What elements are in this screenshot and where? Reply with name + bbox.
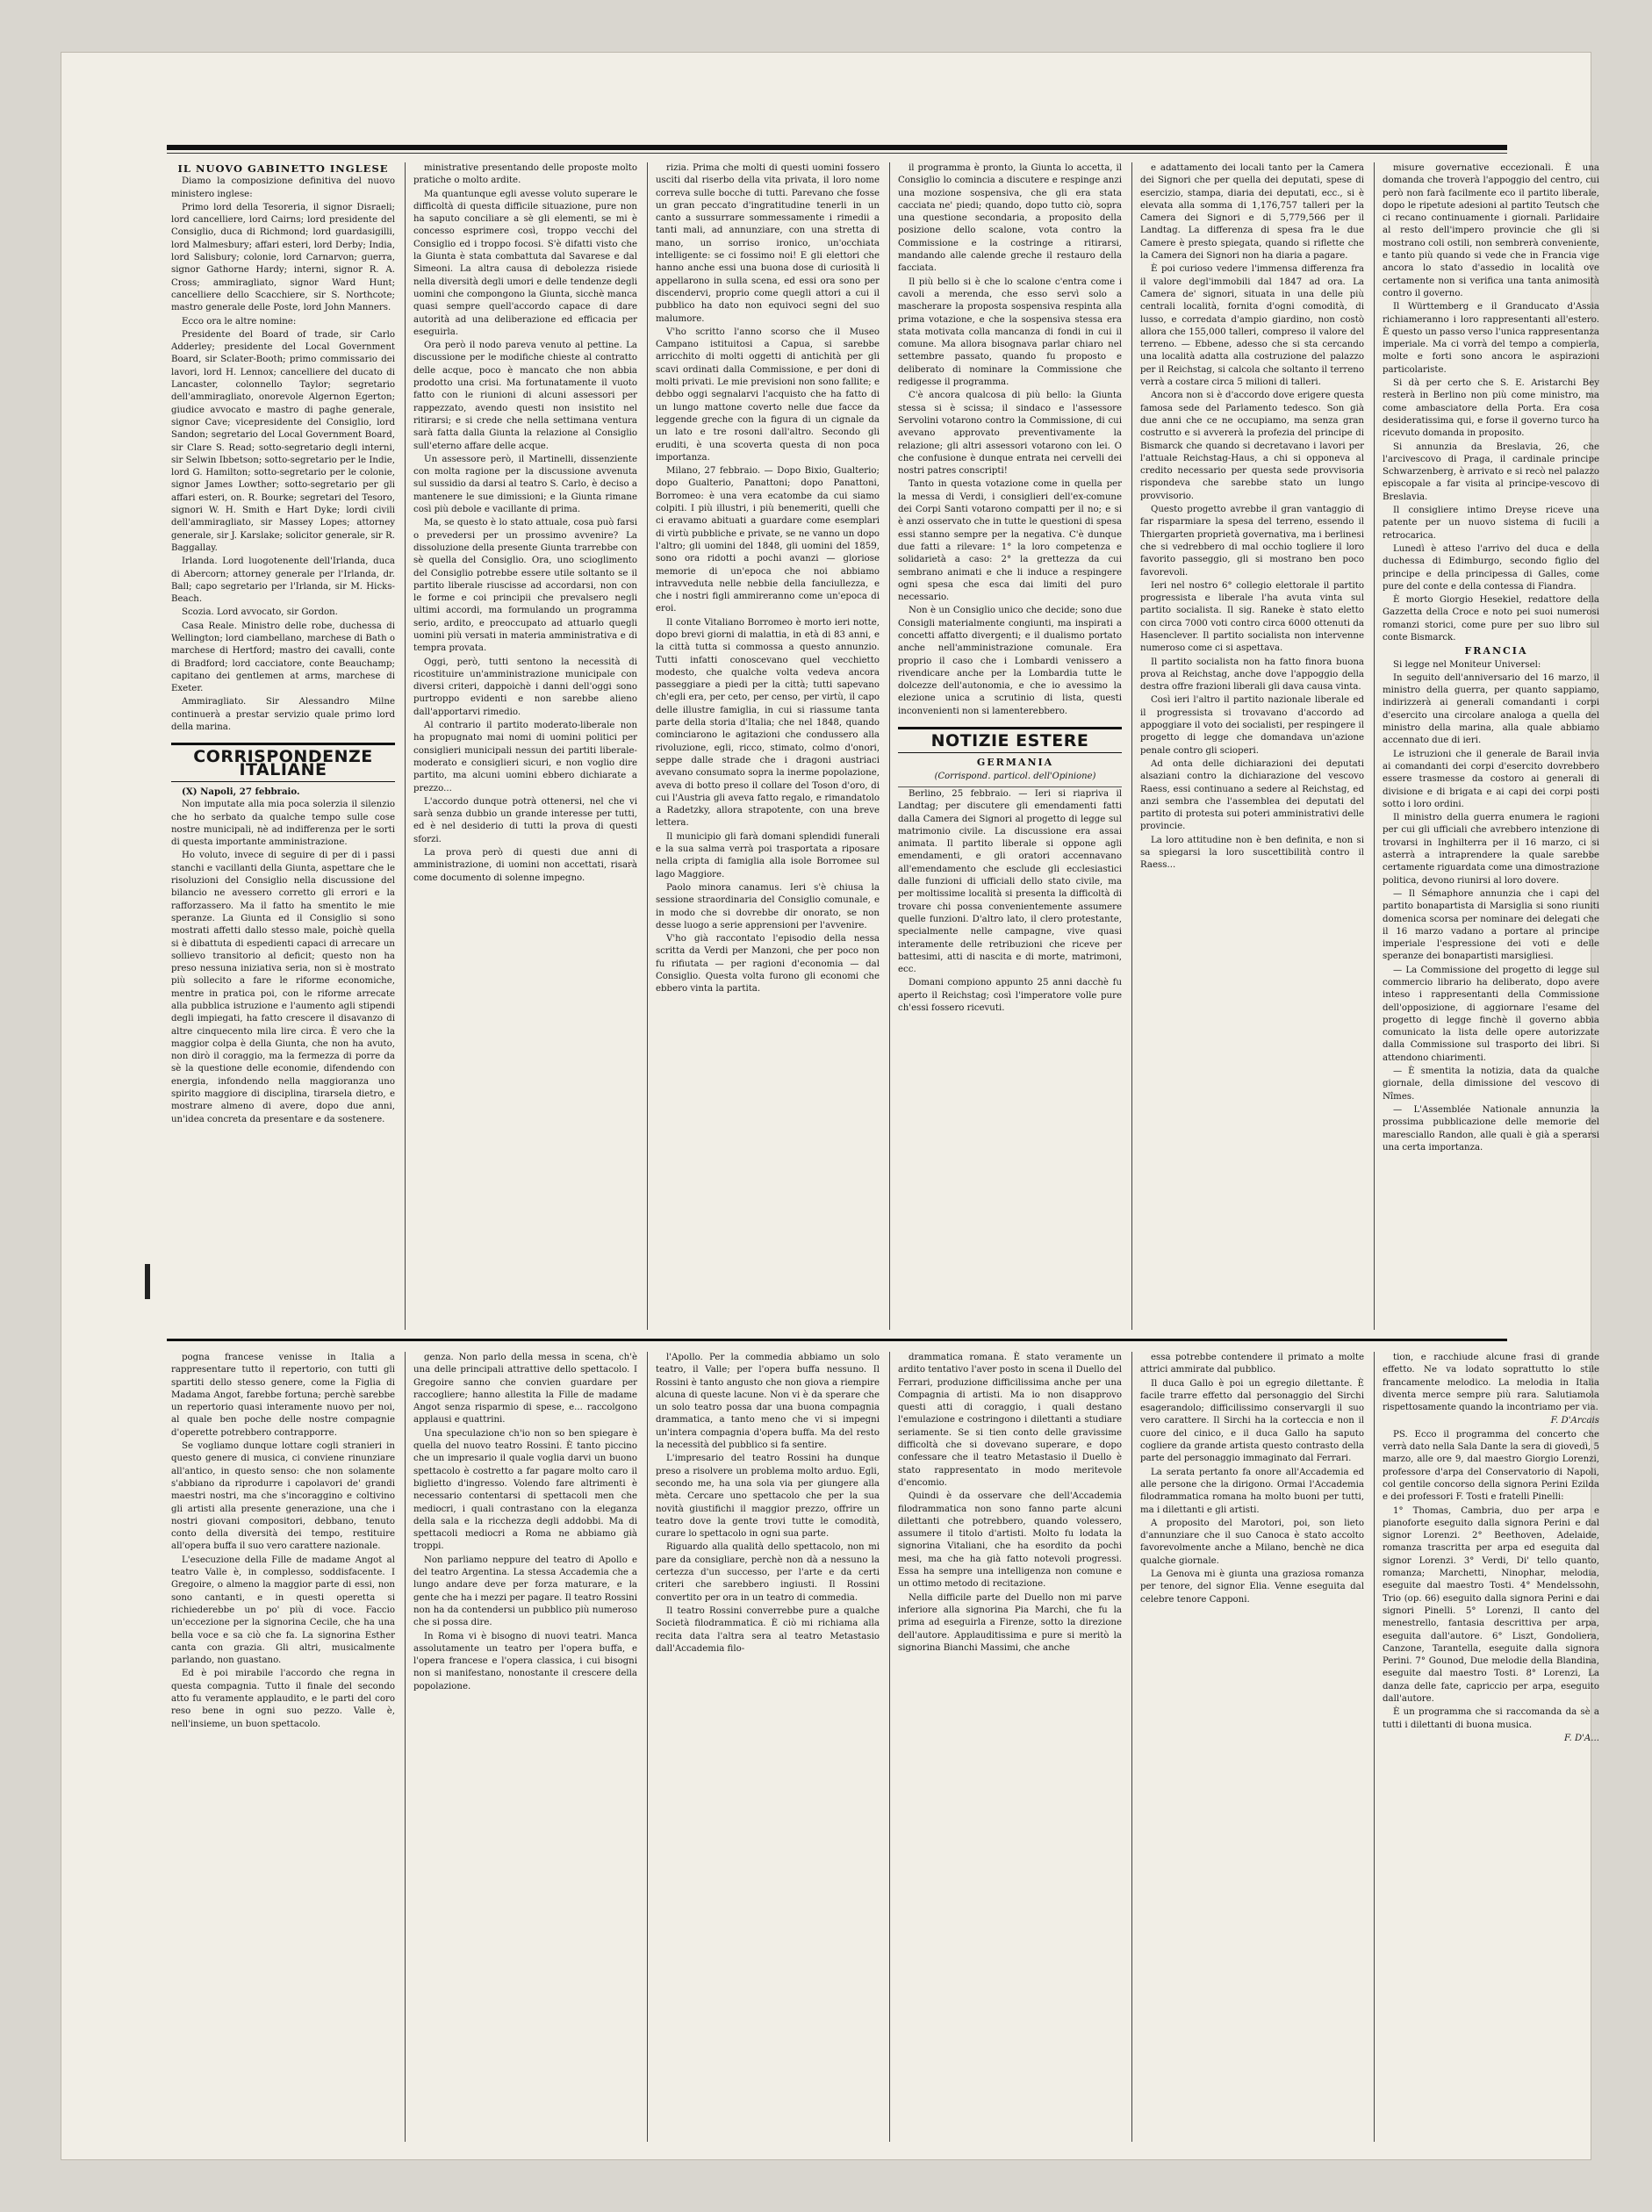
paragraph: La loro attitudine non è ben definita, e non si sa spiegarsi la loro suscettibilità contro il Raess... [1140, 835, 1364, 871]
paragraph: 1° Thomas, Cambria, duo per arpa e pianoforte eseguito dalla signora Perini e dal signor Lorenzi. 2° Beethoven, Adelaide, romanza trascritta per arpa ed eseguita dal signor Lorenzi. 3° Verdi, Di' tello quanto, romanza; Marchetti, Ninophar, melodia, eseguite dal maestro Tosti. 4° Mendelssohn, Trio (op. 66) eseguito dalla signora Perini e dai signori Pinelli. 5° Lorenzi, Il canto del menestrello, fantasia descrittiva per arpa, eseguita dall'autore. 6° Liszt, Gondoliera, Canzone, Tarantella, eseguite dalla signora Perini. 7° Gounod, Due melodie della Blandina, eseguite dal maestro Tosti. 8° Lorenzi, La danza delle fate, capriccio per arpa, eseguito dall'autore. [1383, 1505, 1599, 1705]
subheading-francia: FRANCIA [1464, 645, 1528, 657]
paragraph: Così ieri l'altro il partito nazionale liberale ed il progressista si trovavano d'accordo ad appoggiare il voto dei socialisti, per respingere il progetto di legge che domandava un'azione penale contro gli scioperi. [1140, 695, 1364, 756]
paragraph: L'accordo dunque potrà ottenersi, nel che vi sarà senza dubbio un grande interesse per tutti, ed è nel desiderio di tutti la prova di questi sforzi. [413, 796, 637, 844]
paragraph: Ieri nel nostro 6° collegio elettorale il partito progressista e liberale l'ha avuta vinta sul partito socialista. Il sig. Raneke è stato eletto con circa 7000 voti contro circa 6000 ottenuti da Hasenclever. Il partito socialista non intervenne numeroso come ci si aspettava. [1140, 580, 1364, 654]
paragraph: — La Commissione del progetto di legge sul commercio librario ha deliberato, dopo avere inteso i rappresentanti della Commissione dell'opposizione, di aggiornare l'esame del progetto di legge finchè il governo abbia comunicato la lista delle opere autorizzate dalla Commissione sul trasporto dei libri. Si attendono chiarimenti. [1383, 965, 1599, 1063]
paragraph: Paolo minora canamus. Ieri s'è chiusa la sessione straordinaria del Consiglio comunale, e in modo che si dovrebbe dir onorato, se non desse luogo a serie apprensioni per l'avvenire. [656, 882, 880, 930]
paragraph: Ora però il nodo pareva venuto al pettine. La discussione per le modifiche chieste al contratto delle acque, poco è mancato che non abbia prodotto una crisi. Ma fortunatamente il vuoto fatto con le riunioni di alcuni assessori per rappezzato, avendo questi non insistito nel ritirarsi; e si crede che nella settimana ventura sarà fatta dalla Giunta la relazione al Consiglio sull'eterno affare delle acque. [413, 341, 637, 451]
paragraph: pogna francese venisse in Italia a rappresentare tutto il repertorio, con tutti gli spartiti dello stesso genere, come la Figlia di Madama Angot, farebbe fortuna; perchè sarebbe un repertorio quasi interamente nuovo per noi, al quale ben poche delle nostre compagnie d'operette potrebbero contrapporre. [171, 1353, 395, 1438]
newspaper-page [61, 53, 1599, 2159]
paragraph: Una speculazione ch'io non so ben spiegare è quella del nuovo teatro Rossini. È tanto piccino che un impresario il quale voglia darvi un buono spettacolo è costretto a far pagare molto caro il biglietto d'ingresso. Volendo fare altrimenti è necessario contentarsi di spettacoli men che mediocri, i quali contrastano con la eleganza della sala e la ricchezza degli addobbi. Ma di spettacoli mediocri a Roma ne abbiamo già troppi. [413, 1428, 637, 1552]
paragraph: Lunedì è atteso l'arrivo del duca e della duchessa di Edimburgo, secondo figlio del principe e della principessa di Galles, come pure del conte e della contessa di Fiandra. [1383, 543, 1599, 592]
paragraph: Presidente del Board of trade, sir Carlo Adderley; presidente del Local Government Board, sir Sclater-Booth; primo commissario dei lavori, lord H. Lennox; cancelliere del ducato di Lancaster, colonnello Taylor; segretario dell'ammiragliato, onorevole Algernon Egerton; giudice avvocato e mastro di paghe generale, signor Cave; vicepresidente del Consiglio, lord Sandon; segretario del Local Government Board, sir Clare S. Read; sotto-segretario degli interni, sir Selwin Ibbetson; sotto-segretario per le Indie, lord G. Hamilton; sotto-segretario per le colonie, signor James Lowther; sotto-segretario per gli affari esteri, on. R. Bourke; segretari del Tesoro, signori W. H. Smith e Hart Dyke; lordi civili dell'ammiragliato, sir Massey Lopes; attorney generale, sir J. Karslake; solicitor generale, sir R. Baggallay. [171, 329, 395, 553]
paragraph: L'esecuzione della Fille de madame Angot al teatro Valle è, in complesso, soddisfacente. I Gregoire, o almeno la maggior parte di essi, non sono cantanti, e in questi operetta si richiederebbe un po' più di voce. Faccio un'eccezione per la signorina Cecile, che ha una bella voce e sa ciò che fa. La signorina Esther canta con grazia. Gli altri, musicalmente parlando, non guastano. [171, 1555, 395, 1666]
lower-col3-paragraphs [656, 1352, 880, 1655]
heading-corrispondenze-italiane: CORRISPONDENZE ITALIANE [171, 743, 395, 782]
paragraph: l'Apollo. Per la commedia abbiamo un solo teatro, il Valle; per l'opera buffa nessuno. Il Rossini è tanto angusto che non giova a riempire alcuna di queste lacune. Non vi è da sperare che un solo teatro possa dar una buona compagnia drammatica, a tanto meno che vi si impegni un'intera compagnia d'opera buffa. Ma del resto la necessità del pubblico si fa sentire. [656, 1353, 880, 1451]
paragraph: ministrative presentando delle proposte molto pratiche o molto ardite. [413, 163, 637, 186]
paragraph: Il partito socialista non ha fatto finora buona prova al Reichstag, anche dove l'appoggio della destra offre frazioni liberali gli dava causa vinta. [1140, 657, 1364, 693]
paragraph: Ecco ora le altre nomine: [182, 316, 297, 327]
paragraph: Milano, 27 febbraio. — Dopo Bixio, Gualterio; dopo Gualterio, Panattoni; dopo Panattoni, Borromeo: è una vera ecatombe da cui siamo colpiti. I più illustri, i più benemeriti, quelli che ci eravamo abituati a guardare come esemplari di virtù pubbliche e private, se ne vanno un dopo l'altro; gli uomini del 1848, gli uomini del 1859, sono ora ridotti a pochi avanzi — gloriose memorie di un'epoca che noi abbiamo intravveduta nelle nebbie della fanciullezza, e che i nostri figli ammireranno come un'epoca di eroi. [656, 466, 880, 614]
column-rule [1131, 1352, 1132, 2142]
paragraph: Il ministro della guerra enumera le ragioni per cui gli ufficiali che avrebbero intenzione di trovarsi in Inghilterra per il 16 marzo, ci si asterrà a intraprendere la quale sarebbe certamente riguardata come una dimostrazione politica, devono riunirsi al loro dovere. [1383, 813, 1599, 886]
column-4 [898, 162, 1122, 1330]
lower-col6-ps [1383, 1429, 1599, 1732]
paragraph: È un programma che si raccomanda da sè a tutti i dilettanti di buona musica. [1383, 1707, 1599, 1730]
paragraph: Le istruzioni che il generale de Barail invia ai comandanti dei corpi d'esercito dovrebbero essere trasmesse da costoro ai generali di divisione e di brigata e ai capi dei corpi posti sotto i loro ordini. [1383, 749, 1599, 809]
col5-paragraphs [1140, 162, 1364, 873]
paragraph: Scozia. Lord avvocato, sir Gordon. [182, 607, 338, 618]
paragraph: Ma quantunque egli avesse voluto superare le difficoltà di questa difficile situazione, pure non ha saputo conciliare a sè gli elementi, se mi è concesso esprimere così, troppo vecchi del Consiglio ed i troppo focosi. S'è difatti visto che la Giunta è stata combattuta dal Savarese e dal Simeoni. La altra causa di debolezza risiede nella diversità degli umori e delle tendenze degli uomini che compongono la Giunta, sicchè manca quasi sempre quell'accordo capace di dare autorità ad una deliberazione ed efficacia per eseguirla. [413, 189, 637, 337]
paragraph: In seguito dell'anniversario del 16 marzo, il ministro della guerra, per quanto sappiamo, indirizzerà ai generali comandanti i corpi d'esercito una circolare analoga a quella del ministro della marina, alla quale abbiamo accennato due di ieri. [1383, 672, 1599, 746]
column-1 [171, 162, 395, 1330]
paragraph: Ancora non si è d'accordo dove erigere questa famosa sede del Parlamento tedesco. Son già due anni che ce ne occupiamo, ma senza gran costrutto e si avvererà la profezia del principe di Bismarck che quando si decretavano i lavori per l'attuale Reichstag-Haus, a chi si opponeva al credito necessario per questa sede provvisoria rispondeva che sarebbe stato un lungo provvisorio. [1140, 391, 1364, 501]
subheading-germania: GERMANIA [976, 757, 1054, 769]
lower-col6-paragraphs [1383, 1352, 1599, 1414]
col6-after-paragraphs [1383, 659, 1599, 1155]
lower-col5-paragraphs [1140, 1352, 1364, 1606]
paragraph: Il duca Gallo è poi un egregio dilettante. È facile trarre effetto dal personaggio del Sirchi esagerandolo; difficilissimo conservargli il suo vero carattere. Il Sirchi ha la corteccia e non il cuore del cinico, e il duca Gallo ha saputo cogliere da grande artista questo contrasto della parte del personaggio immaginato dal Ferrari. [1140, 1378, 1364, 1464]
paragraph: La prova però di questi due anni di amministrazione, di uomini non accettati, risarà come documento di solenne impegno. [413, 848, 637, 883]
lower-column-5 [1140, 1352, 1364, 2142]
paragraph: e adattamento dei locali tanto per la Camera dei Signori che per quella dei deputati, spese di esercizio, stampa, diaria dei deputati, ecc., si è elevata alla somma di 1,176,757 talleri per la Camera dei Signori e di 5,779,566 per il Landtag. La differenza di spesa fra le due Camere è presto spiegata, quando si riflette che la Camera dei Signori non ha diaria a pagare. [1140, 163, 1364, 262]
paragraph: rizia. Prima che molti di questi uomini fossero usciti dal riserbo della vita privata, il loro nome correva sulle bocche di tutti. Parevano che fosse un gran peccato d'ingratitudine tenerli in un canto a sussurrare sommessamente i rimedii a tanti mali, ad annunziare, con una stretta di mano, un sorriso ironico, un'occhiata intelligente: se ci fossimo noi! E gli elettori che hanno anche essi una buona dose di curiosità li appellarono in sulla scena, ed essi ora sono per discendervi, proprio come quegli attori a cui il pubblico ha dato non equivoci segni del suo malumore. [656, 163, 880, 324]
column-rule [889, 162, 890, 1330]
paragraph: Ma, se questo è lo stato attuale, cosa può farsi o prevedersi per un prossimo avvenire? La dissoluzione della presente Giunta trarrebbe con sè quella del Consiglio. Ora, uno scioglimento del Consiglio potrebbe essere utile soltanto se il partito liberale riuscisse ad accordarsi, non con le forme e coi principii che prevalsero negli ultimi accordi, ma formulando un programma serio, ardito, e preoccupato ad attuarlo quegli uomini più versati in materia amministrativa e di tempra provata. [413, 518, 637, 654]
paragraph: Al contrario il partito moderato-liberale non ha propugnato mai nomi di uomini politici per consiglieri municipali nessun dei partiti liberale-moderato e consiglieri sicuri, e non voglio dire partito, ma alcuni uomini ebbero dichiarate a prezzo... [413, 721, 637, 794]
upper-columns [171, 162, 1599, 1330]
paragraph: Primo lord della Tesoreria, il signor Disraeli; lord cancelliere, lord Cairns; lord presidente del Consiglio, duca di Richmond; lord guardasigilli, lord Malmesbury; affari esteri, lord Derby; India, lord Salisbury; colonie, lord Carnarvon; guerra, signor Gathorne Hardy; interni, signor R. A. Cross; ammiragliato, signor Ward Hunt; cancelliere dello Scacchiere, sir S. Northcote; mastro generale delle Poste, lord John Manners. [171, 202, 395, 313]
lower-column-6 [1383, 1352, 1599, 2142]
paragraph: Diamo la composizione definitiva del nuovo ministero inglese: [171, 176, 395, 199]
paragraph: La Genova mi è giunta una graziosa romanza per tenore, del signor Elia. Venne eseguita dal celebre tenore Capponi. [1140, 1569, 1364, 1605]
heading-notizie-estere: NOTIZIE ESTERE [898, 727, 1122, 753]
paragraph: La serata pertanto fa onore all'Accademia ed alle persone che la dirigono. Ormai l'Accademia filodrammatica romana ha molto buoni per tutti, ma i dilettanti e gli artisti. [1140, 1467, 1364, 1515]
lower-column-3 [656, 1352, 880, 2142]
paragraph: Irlanda. Lord luogotenente dell'Irlanda, duca di Abercorn; attorney generale per l'Irlanda, dr. Ball; capo segretario per l'Irlanda, sir M. Hicks-Beach. [171, 557, 395, 605]
paragraph: Il conte Vitaliano Borromeo è morto ieri notte, dopo brevi giorni di malattia, in età di 83 anni, e la città tutta si commossa a questo annunzio. Tutti infatti conoscevano quel vecchietto modesto, che qualche volta vedeva ancora passeggiare a piedi per la città; tutti sapevano ch'egli era, per ceto, per censo, per virtù, il capo delle illustre famiglia, in cui si riassume tanta parte della storia d'Italia; che nel 1848, quando cominciarono le agitazioni che condussero alla rivoluzione, egli, ricco, stimato, colmo d'onori, seppe dalle strade che i dragoni austriaci avevano consumato sopra la inerme popolazione, aveva di botto preso il collare del Toson d'oro, di cui l'Austria gli aveva fatto regalo, e rimandatolo a Radetzky, allora strapotente, con una breve lettera. [656, 617, 880, 829]
paragraph: — L'Assemblée Nationale annunzia la prossima pubblicazione delle memorie del maresciallo Randon, alle quali è già a sperarsi una certa importanza. [1383, 1104, 1599, 1153]
paragraph: Ed è poi mirabile l'accordo che regna in questa compagnia. Tutto il finale del secondo atto fu veramente applaudito, e le parti del coro reso bene in ogni suo pezzo. Valle è, nell'insieme, un buon spettacolo. [171, 1669, 395, 1729]
paragraph: C'è ancora qualcosa di più bello: la Giunta stessa si è scissa; il sindaco e l'assessore Servolini votarono contro la Commissione, di cui avevano approvato preventivamente la relazione; gli altri assessori votarono con lei. O che confusione è dunque entrata nei cervelli dei nostri patres conscripti! [898, 391, 1122, 477]
paragraph: Se vogliamo dunque lottare cogli stranieri in questo genere di musica, ci conviene rinunziare all'antico, in questo senso: che non solamente s'abbiano da riprodurre i capolavori de' grandi maestri nostri, ma che s'incoraggino e coltivino gli artisti alla presente generazione, una che i nostri giovani compositori, debbano, tenuto conto della diversità dei tempo, restituire all'opera buffa il suo vero carattere nazionale. [171, 1441, 395, 1552]
paragraph: Il teatro Rossini converrebbe pure a qualche Società filodrammatica. È ciò mi richiama alla recita data l'altra sera al teatro Metastasio dall'Accademia filo- [656, 1605, 880, 1654]
margin-mark [145, 1264, 150, 1299]
paragraph: Nella difficile parte del Duello non mi parve inferiore alla signorina Pia Marchi, che fu la prima ad eseguirla a Firenze, sotto la direzione dell'autore. Applauditissima e pure si meritò la signorina Bianchi Massimi, che anche [898, 1592, 1122, 1653]
lower-column-1 [171, 1352, 395, 2142]
paragraph: Ho voluto, invece di seguire di per di i passi stanchi e vacillanti della Giunta, aspettare che le risoluzioni del Consiglio nella discussione del bilancio ne avessero corretto gli errori e la rafforzassero. Ma il fatto ha smentito le mie speranze. La Giunta ed il Consiglio si sono mostrati affetti dallo stesso male, poichè quella si è dibattuta di espedienti capaci di arrecare un sollievo transitorio al deficit; questo non ha preso nessuna iniziativa seria, non si è mostrato più sollecito a fare le riforme economiche, mentre in pratica poi, con le riforme arrecate alla pubblica istruzione e l'aumento agli stipendi degli impiegati, ha fatto crescere il disavanzo di altre cinquecento mila lire circa. È vero che la maggior colpa è della Giunta, che non ha avuto, non dirò il coraggio, ma la fermezza di porre da sè la questione delle economie, difendendo con energia, infondendo nella maggioranza uno spirito maggiore di disciplina, tirarsela dietro, e mostrare almeno di avere, dopo due anni, un'idea concreta da presentare e da sostenere. [171, 851, 395, 1124]
paragraph: V'ho già raccontato l'episodio della nessa scritta da Verdi per Manzoni, che per poco non fu rifiutata — per ragioni d'economia — dal Consiglio. Questa volta furono gli economi che ebbero vinta la partita. [656, 934, 880, 995]
column-rule [1374, 162, 1375, 1330]
section-title-gabinetto: IL NUOVO GABINETTO INGLESE [177, 162, 389, 175]
paragraph: — È smentita la notizia, data da qualche giornale, della dimissione del vescovo di Nîmes. [1383, 1066, 1599, 1102]
paragraph: il programma è pronto, la Giunta lo accetta, il Consiglio lo comincia a discutere e respinge anzi una mozione sospensiva, che gli era stata cacciata ne' piedi; quando, dopo tutto ciò, sopra una questione secondaria, a proposito della posizione dello scalone, vota contro la Commissione e la costringe a ritirarsi, mandando alle calende greche il restauro della facciata. [898, 163, 1122, 274]
column-rule [405, 1352, 406, 2142]
paragraph: essa potrebbe contendere il primato a molte attrici ammirate dal pubblico. [1140, 1353, 1364, 1375]
lower-column-4 [898, 1352, 1122, 2142]
paragraph: Il municipio gli farà domani splendidi funerali e la sua salma verrà poi trasportata a riposare nella cripta di famiglia alla isole Borromee sul lago Maggiore. [656, 831, 880, 880]
col4-paragraphs [898, 162, 1122, 718]
column-rule [1374, 1352, 1375, 2142]
paragraph: Oggi, però, tutti sentono la necessità di ricostituire un'amministrazione municipale con diversi criteri, dappoichè i danni dell'oggi sono purtroppo evidenti e non sarebbe alieno dall'apportarvi rimedio. [413, 657, 637, 717]
paragraph: Non è un Consiglio unico che decide; sono due Consigli materialmente congiunti, ma inspirati a concetti affatto divergenti; e il dualismo portato anche nell'amministrazione comunale. Era proprio il caso che i Lombardi venissero a rivendicare anche per la Lombardia tutte le dolcezze dell'autonomia, e che io avessimo la elezione unica a scrutinio di lista, questi inconvenienti non si lamenterebbero. [898, 606, 1122, 716]
column-rule [647, 162, 648, 1330]
paragraph: Casa Reale. Ministro delle robe, duchessa di Wellington; lord ciambellano, marchese di Bath o marchese di Hertford; mastro dei cavalli, conte di Bradford; lord cacciatore, conte Beauchamp; capitano dei gentlemen at arms, marchese di Exeter. [171, 621, 396, 694]
feuilleton-rule [167, 1339, 1507, 1341]
dateline-napoli: (X) Napoli, 27 febbraio. [182, 786, 300, 797]
column-2 [413, 162, 637, 1330]
paragraph: È poi curioso vedere l'immensa differenza fra il valore degl'immobili dal 1847 ad ora. La Camera de' signori, situata in una delle più centrali località, fornita d'ogni comodità, di lusso, e corredata d'ampio giardino, non costò allora che 155,000 talleri, compreso il valore del terreno. — Ebbene, adesso che si sta cercando una località adatta alla costruzione del palazzo per il Reichstag, si calcola che soltanto il terreno verrà a costare circa 5 milioni di talleri. [1140, 264, 1364, 388]
paragraph: Il Württemberg e il Granducato d'Assia richiameranno i loro rappresentanti all'estero. È questo un passo verso l'unica rappresentanza imperiale. Ma ci vorrà del tempo a compierla, molte e forti sono ancora le aspirazioni particolariste. [1383, 302, 1599, 375]
paragraph: Non parliamo neppure del teatro di Apollo e del teatro Argentina. La stessa Accademia che a lungo andare deve per forza maturare, e la gente che ha i mezzi per pagare. Il teatro Rossini non ha da contendersi un pubblico più numeroso che si possa dire. [413, 1555, 637, 1628]
paragraph: Questo progetto avrebbe il gran vantaggio di far risparmiare la spesa del terreno, essendo il Thiergarten proprietà governativa, ma i berlinesi che si vedrebbero di mal occhio togliere il loro favorito passeggio, gli si mostrano ben poco favorevoli. [1140, 505, 1364, 578]
col2-paragraphs [413, 162, 637, 885]
paragraph: Si annunzia da Breslavia, 26, che l'arcivescovo di Praga, il cardinale principe Schwarzenberg, è arrivato e si recò nel palazzo episcopale a far visita al principe-vescovo di Breslavia. [1383, 442, 1599, 502]
paragraph: misure governative eccezionali. È una domanda che troverà l'appoggio del centro, cui però non farà facilmente eco il partito liberale, dopo le ripetute adesioni al partito Teutsch che ci recano continuamente i giornali. Parlidaire al resto dell'impero provincie che gli si mostrano coli ostili, non sembrerà conveniente, e tanto più quando si vede che in Francia vige ancora lo stato d'assedio in località ove certamente non si verifica una tanta animosità contro il governo. [1383, 163, 1599, 298]
paragraph: Domani compiono appunto 25 anni dacchè fu aperto il Reichstag; così l'imperatore volle pure ch'essi fossero ricevuti. [898, 978, 1122, 1013]
paragraph: Si dà per certo che S. E. Aristarchi Bey resterà in Berlino non più come ministro, ma come ambasciatore della Porta. Era cosa desideratissima qui, e forse il governo turco ha ricevuto domanda in proposito. [1383, 378, 1599, 439]
paragraph: V'ho scritto l'anno scorso che il Museo Campano istituitosi a Capua, si sarebbe arricchito di molti oggetti di antichità per gli scavi ordinati dalla Commissione, e per doni di molti privati. Le mie previsioni non sono fallite; e debbo oggi segnalarvi l'acquisto che ha fatto di un lungo mattone coverto nelle due facce da leggende greche con la figura di un cignale da un lato e tre rosoni dall'altro. Secondo gli eruditi, è una scoverta questa di non poca importanza. [656, 327, 880, 463]
paragraph: Ammiragliato. Sir Alessandro Milne continuerà a prestar servizio quale primo lord della marina. [171, 697, 395, 733]
paragraph: Il consigliere intimo Dreyse riceve una patente per un nuovo sistema di fucili a retrocarica. [1383, 506, 1599, 541]
paragraph: Quindi è da osservare che dell'Accademia filodrammatica non sono fanno parte alcuni dilettanti che potrebbero, quando volessero, assumere il titolo d'artisti. Molto fu lodata la signorina Vitaliani, che ha esordito da pochi mesi, ma che ha già fatto notevoli progressi. Essa ha sempre una intelligenza non comune e un ottimo metodo di recitazione. [898, 1491, 1122, 1590]
paragraph: Il più bello si è che lo scalone c'entra come i cavoli a merenda, che esso servì solo a mascherare la proposta sospensiva respinta alla prima votazione, e che la sospensiva stessa era stata motivata colla mancanza di fondi in cui il comune. Ma allora bisognava parlar chiaro nel settembre passato, quando fu proposto e deliberato di nominare la Commissione che redigesse il programma. [898, 276, 1122, 388]
lower-column-2 [413, 1352, 637, 2142]
lower-col1-paragraphs [171, 1352, 395, 1731]
paragraph: Ad onta delle dichiarazioni dei deputati alsaziani contro la dichiarazione del vescovo Raess, essi continuano a sedere al Reichstag, ed anzi sembra che l'assemblea dei deputati del partito di protesta sui poteri amministrativi delle provincie. [1140, 758, 1364, 832]
column-5 [1140, 162, 1364, 1330]
column-rule [405, 162, 406, 1330]
paragraph: genza. Non parlo della messa in scena, ch'è una delle principali attrattive dello spettacolo. I Gregoire sanno che convien guardare per raccogliere; hanno allestita la Fille de madame Angot senza risparmio di spese, e... raccolgono applausi e quattrini. [413, 1353, 637, 1426]
column-6 [1383, 162, 1599, 1330]
paragraph: Tanto in questa votazione come in quella per la messa di Verdi, i consiglieri dell'ex-comune dei Corpi Santi votarono compatti per il no; e si è anzi osservato che in tutte le questioni di spesa essi stanno sempre per la negativa. C'è dunque due fatti a rilevare: 1° la loro competenza e solidarietà a caso: 2° la grettezza da cui sembrano animati e che li induce a respingere ogni spesa che esca dai limiti del puro necessario. [898, 479, 1122, 603]
lower-col2-paragraphs [413, 1352, 637, 1693]
col1-after-paragraphs [171, 799, 395, 1126]
top-rule-thin [167, 153, 1507, 154]
col6-paragraphs [1383, 162, 1599, 644]
paragraph: Non imputate alla mia poca solerzia il silenzio che ho serbato da qualche tempo sulle cose nostre municipali, nè ad indifferenza per le sorti di questa importante amministrazione. [171, 800, 395, 848]
column-3 [656, 162, 880, 1330]
paragraph: L'impresario del teatro Rossini ha dunque preso a risolvere un problema molto arduo. Egli, secondo me, ha una sola via per giungere alla mèta. Cercare uno spettacolo che per la sua novità giustifichi il maggior prezzo, offrire un teatro dove la gente trovi tutte le comodità, curare lo spettacolo in ogni sua parte. [656, 1454, 880, 1540]
paragraph: Riguardo alla qualità dello spettacolo, non mi pare da consigliare, perchè non dà a nessuno la certezza d'un successo, per l'arte e da certi criteri che sarebbero ingiusti. Il Rossini convertito per ora in un teatro di commedia. [656, 1542, 880, 1603]
column-rule [647, 1352, 648, 2142]
col3-paragraphs [656, 162, 880, 996]
paragraph: Berlino, 25 febbraio. — Ieri si riapriva il Landtag; per discutere gli emendamenti fatti dalla Camera dei Signori al progetto di legge sul matrimonio civile. La discussione era assai animata. Il partito liberale si oppone agli emendamenti, e gli oratori accennavano all'emendamento che esclude gli ecclesiastici dalle funzioni di ufficiali dello stato civile, ma per moltissime località si presenta la difficoltà di trovare chi possa convenientemente assumere quelle funzioni. D'altro lato, il clero protestante, specialmente nelle campagne, vive quasi interamente delle retribuzioni che riceve per battesimi, atti di nascita e di morte, matrimoni, ecc. [898, 788, 1122, 975]
column-rule [889, 1352, 890, 2142]
paragraph: A proposito del Marotori, poi, son lieto d'annunziare che il suo Canoca è stato accolto favorevolmente anche a Milano, benchè ne dica qualche giornale. [1140, 1518, 1364, 1566]
correspondence-note: (Corrispond. particol. dell'Opinione) [898, 771, 1122, 787]
lower-col4-paragraphs [898, 1352, 1122, 1655]
column-rule [1131, 162, 1132, 1330]
lower-columns [171, 1352, 1599, 2142]
col1-paragraphs [171, 176, 395, 734]
signature: F. D'Arcais [1550, 1416, 1599, 1426]
paragraph: Un assessore però, il Martinelli, dissenziente con molta ragione per la discussione avvenuta sul sussidio da darsi al teatro S. Carlo, è deciso a mantenere le sue dimissioni; e la Giunta rimane così più debole e vacillante di prima. [413, 454, 637, 515]
end-signature: F. D'A... [1564, 1733, 1599, 1743]
paragraph: In Roma vi è bisogno di nuovi teatri. Manca assolutamente un teatro per l'opera buffa, e l'opera francese e l'opera classica, i cui bisogni non si manifestano, nonostante il crescere della popolazione. [413, 1631, 637, 1691]
col4-after-paragraphs [898, 788, 1122, 1015]
top-rule [167, 145, 1507, 150]
paragraph: Si legge nel Moniteur Universel: [1393, 659, 1541, 670]
paragraph: drammatica romana. È stato veramente un ardito tentativo l'aver posto in scena il Duello del Ferrari, produzione difficilissima anche per una Compagnia di artisti. Ma io non disapprovo questi atti di coraggio, i quali destano l'emulazione e costringono i dilettanti a studiare seriamente. Se si tien conto delle gravissime difficoltà che si dovevano superare, e dopo confessare che il teatro Metastasio il Duello è stato rappresentato in modo meritevole d'encomio. [898, 1353, 1122, 1488]
paragraph: PS. Ecco il programma del concerto che verrà dato nella Sala Dante la sera di giovedì, 5 marzo, alle ore 9, dal maestro Giorgio Lorenzi, professore d'arpa del Conservatorio di Napoli, col gentile concorso della signora Perini Ezilda e dei professori F. Tosti e fratelli Pinelli: [1383, 1429, 1599, 1503]
paragraph: — Il Sémaphore annunzia che i capi del partito bonapartista di Marsiglia si sono riuniti domenica scorsa per nominare dei delegati che il 16 marzo vadano a portare al principe imperiale l'espressione dei voti e delle speranze dei bonapartisti marsigliesi. [1383, 888, 1599, 962]
paragraph: tion, e racchiude alcune frasi di grande effetto. Ne va lodato soprattutto lo stile francamente melodico. La melodia in Italia diventa merce sempre più rara. Salutiamola rispettosamente quando la incontriamo per via. [1383, 1353, 1599, 1413]
paragraph: È morto Giorgio Hesekiel, redattore della Gazzetta della Croce e noto pei suoi numerosi romanzi storici, come pure per suo libro sul conte Bismarck. [1383, 595, 1599, 643]
